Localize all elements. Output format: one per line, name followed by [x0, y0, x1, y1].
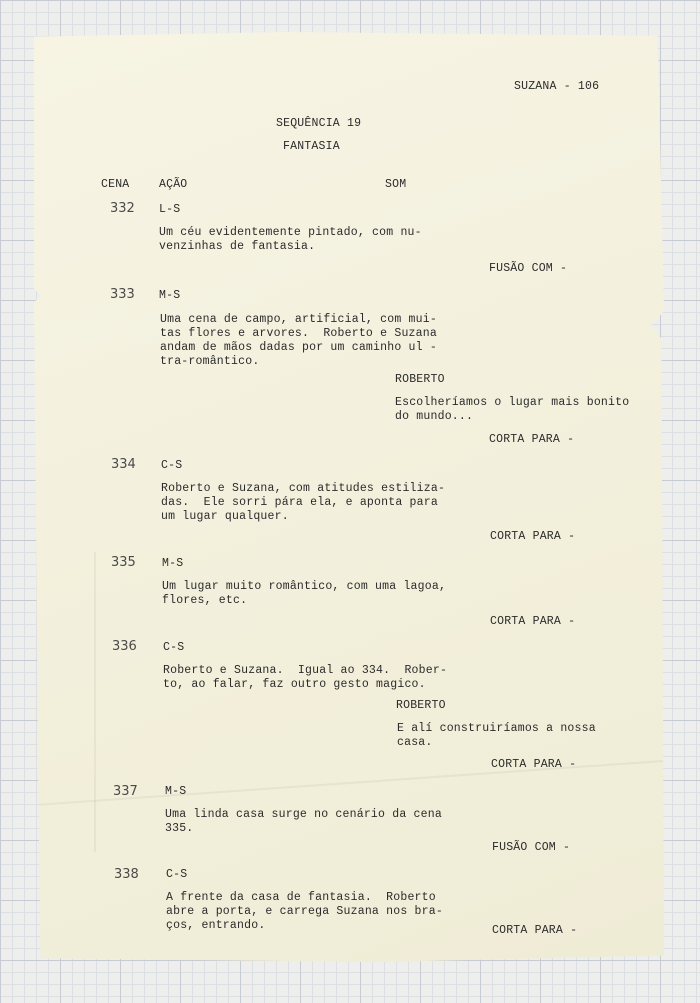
transition: CORTA PARA - [489, 433, 575, 446]
column-header-scene: CENA [101, 178, 130, 191]
action-text: Roberto e Suzana. Igual ao 334. Rober- to, ao falar, faz outro gesto magico. [163, 664, 448, 691]
column-header-sound: SOM [385, 178, 407, 191]
transition: FUSÃO COM - [492, 841, 571, 854]
shot-type: M-S [159, 289, 181, 302]
action-text: Roberto e Suzana, com atitudes estiliza- das. Ele sorri pára ela, e aponta para um lugar qualquer. [161, 482, 446, 523]
scene-number: 335 [111, 555, 136, 570]
scene-number: 332 [110, 201, 135, 216]
speaker: ROBERTO [395, 373, 445, 386]
action-text: Uma linda casa surge no cenário da cena 335. [165, 808, 442, 835]
scene-number: 337 [113, 784, 138, 799]
shot-type: L-S [159, 203, 181, 216]
action-text: Um lugar muito romântico, com uma lagoa, flores, etc. [162, 580, 447, 607]
shot-type: M-S [165, 785, 187, 798]
column-header-action: AÇÃO [159, 178, 188, 191]
shot-type: M-S [162, 557, 184, 570]
sequence-heading: SEQUÊNCIA 19 [276, 117, 362, 130]
scene-number: 334 [111, 457, 136, 472]
transition: CORTA PARA - [491, 758, 577, 771]
action-text: Uma cena de campo, artificial, com mui- tas flores e arvores. Roberto e Suzana andam de mãos dadas por um caminho ul - tra-romântico. [160, 313, 437, 368]
page-reference: SUZANA - 106 [514, 80, 600, 93]
shot-type: C-S [163, 641, 185, 654]
shot-type: C-S [161, 459, 183, 472]
action-text: A frente da casa de fantasia. Roberto abre a porta, e carrega Suzana nos bra- ços, entrando. [166, 891, 443, 932]
transition: CORTA PARA - [490, 530, 576, 543]
paper-crease [94, 552, 96, 852]
transition: CORTA PARA - [492, 924, 578, 937]
scene-number: 336 [112, 639, 137, 654]
shot-type: C-S [166, 868, 188, 881]
action-text: Um céu evidentemente pintado, com nu- venzinhas de fantasia. [159, 226, 422, 253]
transition: FUSÃO COM - [489, 262, 568, 275]
speaker: ROBERTO [396, 699, 446, 712]
scene-number: 333 [110, 287, 135, 302]
transition: CORTA PARA - [490, 615, 576, 628]
dialogue: Escolheríamos o lugar mais bonito do mundo... [395, 396, 630, 423]
sequence-title: FANTASIA [283, 140, 340, 153]
scene-number: 338 [114, 867, 139, 882]
dialogue: E alí construiríamos a nossa casa. [397, 722, 596, 749]
